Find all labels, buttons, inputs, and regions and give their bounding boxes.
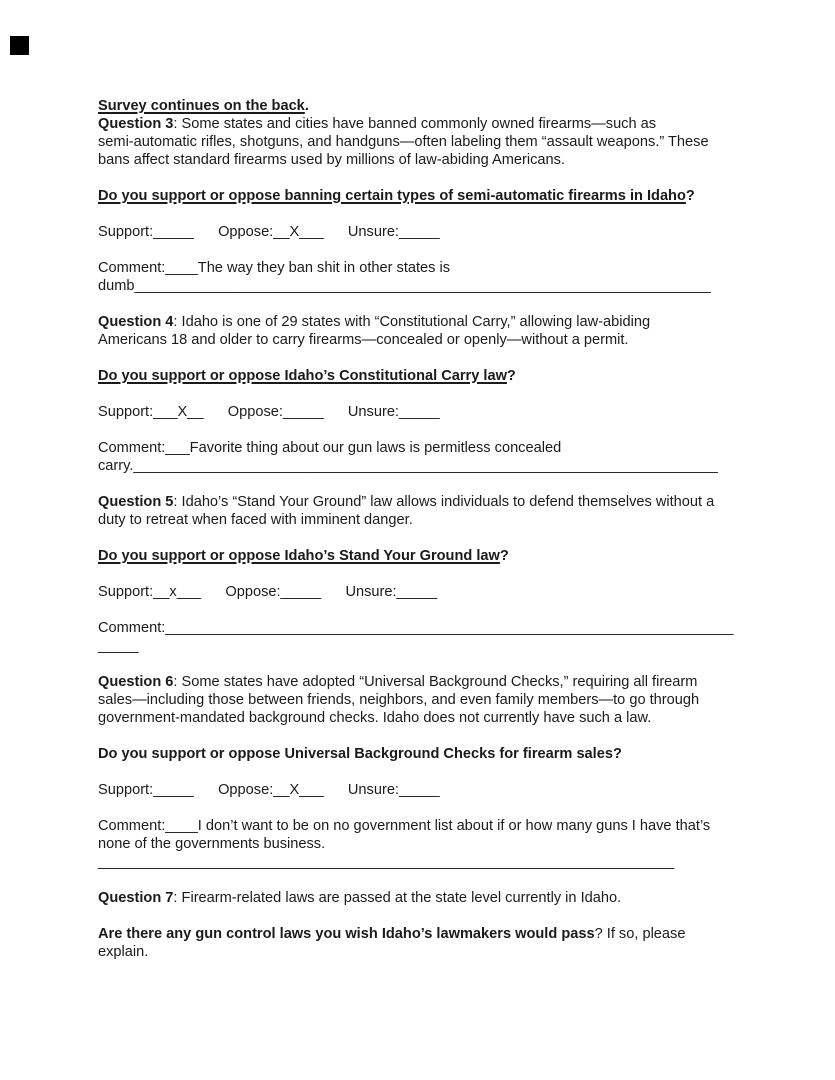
question-3-prompt [98,187,758,205]
question-3-answers: Support:_____ Oppose:__X___ Unsure:_____ [98,224,440,240]
question-4-intro-line-2: Americans 18 and older to carry firearms—concealed or openly—without a permit. [98,332,629,348]
question-5-intro-rest: : Idaho’s “Stand Your Ground” law allows individuals to defend themselves without a [173,494,715,510]
question-5-prompt [98,547,758,565]
question-4-comment [98,439,758,475]
question-5-comment [98,619,758,655]
question-4-answers: Support:___X__ Oppose:_____ Unsure:_____ [98,404,440,420]
question-3-comment [98,259,758,295]
question-4-intro-rest: : Idaho is one of 29 states with “Constitutional Carry,” allowing law-abiding [173,314,651,330]
question-5-answer-line [98,583,758,601]
question-4-prompt-underlined: Do you support or oppose Idaho’s Constitutional Carry law [98,368,507,384]
question-4-prompt [98,367,758,385]
question-7-prompt-suffix: ? If so, please [594,926,686,942]
question-7-intro-rest: : Firearm-related laws are passed at the state level currently in Idaho. [173,890,622,906]
question-6-comment-line-2: none of the governments business. [98,836,326,852]
survey-continues-note [98,97,758,115]
question-4-block [98,313,758,349]
question-7-prompt-bold: Are there any gun control laws you wish Idaho’s lawmakers would pass [98,926,595,942]
question-4-intro-line-1 [98,313,758,331]
question-6-prompt [98,745,758,763]
question-3-answer-line [98,223,758,241]
question-6-comment [98,817,758,871]
question-6-comment-line-1: Comment:____I don’t want to be on no government list about if or how many guns I have that’s [98,818,711,834]
question-4-prompt-suffix: ? [506,368,516,384]
survey-continues-period: . [304,98,309,114]
question-5-intro-line-1 [98,493,758,511]
question-3-comment-line-1: Comment:____The way they ban shit in other states is [98,260,451,276]
question-5-label: Question 5 [98,494,174,510]
question-6-comment-blank-line: _______________________________________________________________________ [98,854,675,870]
question-3-label: Question 3 [98,116,174,132]
question-5-prompt-underlined: Do you support or oppose Idaho’s Stand Your Ground law [98,548,500,564]
question-6-intro-line-1 [98,673,758,691]
question-4-comment-line-2: carry.________________________________________________________________________ [98,458,718,474]
scan-artifact-mark [10,36,29,55]
question-7-prompt [98,925,758,961]
question-4-label: Question 4 [98,314,174,330]
question-5-intro-line-2: duty to retreat when faced with imminent danger. [98,512,413,528]
question-5-block [98,493,758,529]
survey-continues-underlined-text: Survey continues on the back [98,98,305,114]
question-7-prompt-line-1 [98,925,758,943]
question-3-block [98,97,758,169]
question-6-intro-rest: : Some states have adopted “Universal Background Checks,” requiring all firearm [173,674,698,690]
question-6-intro-line-2: sales—including those between friends, neighbors, and even family members—to go through [98,692,700,708]
question-6-label: Question 6 [98,674,174,690]
question-5-comment-line-2: _____ [98,638,139,654]
question-6-intro-line-3: government-mandated background checks. Idaho does not currently have such a law. [98,710,652,726]
question-6-block [98,673,758,727]
question-4-answer-line [98,403,758,421]
question-5-comment-line-1: Comment:______________________________________________________________________ [98,620,734,636]
question-4-comment-line-1: Comment:___Favorite thing about our gun laws is permitless concealed [98,440,562,456]
question-3-comment-line-2: dumb_______________________________________________________________________ [98,278,711,294]
survey-page-content [98,97,758,961]
question-6-answer-line [98,781,758,799]
question-3-intro-line-3: bans affect standard firearms used by millions of law-abiding Americans. [98,152,565,168]
question-3-prompt-underlined: Do you support or oppose banning certain types of semi-automatic firearms in Idaho [98,188,686,204]
question-5-prompt-suffix: ? [499,548,509,564]
question-7-block [98,889,758,907]
question-6-answers: Support:_____ Oppose:__X___ Unsure:_____ [98,782,440,798]
question-5-answers: Support:__x___ Oppose:_____ Unsure:_____ [98,584,438,600]
question-7-label: Question 7 [98,890,174,906]
question-3-intro-line-1 [98,115,758,133]
question-6-prompt-bold: Do you support or oppose Universal Background Checks for firearm sales? [98,746,622,762]
question-3-intro-line-2: semi-automatic rifles, shotguns, and handguns—often labeling them “assault weapons.” These [98,134,709,150]
question-7-intro-line-1 [98,889,758,907]
question-7-prompt-line-2: explain. [98,944,149,960]
question-3-intro-rest: : Some states and cities have banned commonly owned firearms—such as [173,116,657,132]
question-3-prompt-suffix: ? [685,188,695,204]
